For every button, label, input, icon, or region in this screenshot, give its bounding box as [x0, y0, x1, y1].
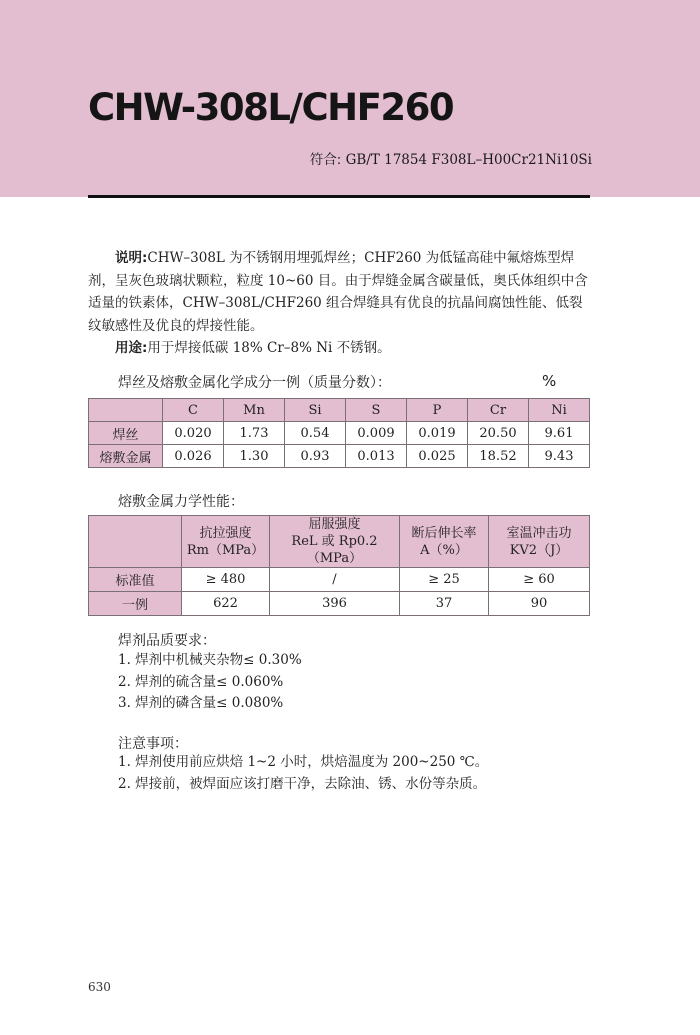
description-paragraph — [88, 247, 590, 337]
table-cell: 0.019 — [407, 422, 468, 445]
table-cell: ≥ 60 — [489, 568, 590, 592]
table-cell: 18.52 — [468, 445, 529, 468]
table-cell: 1.30 — [224, 445, 285, 468]
table-header-cell: C — [163, 399, 224, 422]
table-cell: 9.61 — [529, 422, 590, 445]
table-cell: 0.026 — [163, 445, 224, 468]
table-header-cell: Mn — [224, 399, 285, 422]
list-item: 1. 焊剂使用前应烘焙 1~2 小时，烘焙温度为 200~250 ℃。 — [118, 754, 489, 770]
notes-list — [118, 752, 488, 795]
explain-text: CHW–308L 为不锈钢用埋弧焊丝；CHF260 为低锰高硅中氟熔炼型焊剂，呈灰色玻璃状颗粒，粒度 10~60 目。由于焊缝金属含碳量低，奥氏体组织中含适量的铁素体，CHW–308L/CHF260 组合焊缝具有优良的抗晶间腐蚀性能、低裂纹敏感性及优良的焊接性能。 — [88, 250, 588, 334]
table-cell: ≥ 480 — [182, 568, 270, 592]
standard-conformance — [310, 148, 592, 168]
table-header-cell: S — [346, 399, 407, 422]
list-item: 2. 焊剂的硫含量≤ 0.060% — [118, 673, 284, 690]
table-header-cell: Cr — [468, 399, 529, 422]
mechanical-properties-table — [88, 515, 590, 616]
table-cell: 0.93 — [285, 445, 346, 468]
chem-unit: % — [542, 372, 557, 390]
table-cell: ≥ 25 — [400, 568, 489, 592]
chem-table-title: 焊丝及熔敷金属化学成分一例（质量分数）： — [118, 375, 391, 391]
header-line: 断后伸长率 — [411, 525, 477, 541]
row-label-cell: 一例 — [89, 592, 182, 616]
explain-label: 说明: — [115, 250, 148, 266]
usage-paragraph — [88, 337, 590, 360]
table-cell: 37 — [400, 592, 489, 616]
row-label-cell: 焊丝 — [89, 422, 163, 445]
table-header-cell — [489, 516, 590, 568]
page-title: CHW-308L/CHF260 — [88, 86, 454, 129]
header-line: KV2（J） — [509, 542, 569, 558]
notes-title: 注意事项： — [118, 736, 188, 752]
table-header-cell — [400, 516, 489, 568]
table-cell: 20.50 — [468, 422, 529, 445]
flux-quality-list — [118, 650, 302, 715]
table-header-cell: P — [407, 399, 468, 422]
table-row — [89, 445, 590, 468]
table-header-row — [89, 399, 590, 422]
table-row — [89, 592, 590, 616]
header-line: 屈服强度 — [308, 517, 361, 532]
table-cell: 622 — [182, 592, 270, 616]
table-cell: / — [270, 568, 400, 592]
table-header-cell — [182, 516, 270, 568]
list-item: 2. 焊接前，被焊面应该打磨干净，去除油、锈、水份等杂质。 — [118, 775, 487, 792]
use-label: 用途: — [115, 340, 148, 356]
flux-quality-title: 焊剂品质要求： — [118, 633, 216, 649]
table-header-cell: Si — [285, 399, 346, 422]
table-cell: 1.73 — [224, 422, 285, 445]
table-header-cell — [89, 516, 182, 568]
page-number: 630 — [88, 980, 111, 994]
list-item: 1. 焊剂中机械夹杂物≤ 0.30% — [118, 652, 302, 668]
row-label-cell: 熔敷金属 — [89, 445, 163, 468]
header-line: Rm（MPa） — [186, 542, 265, 558]
table-cell: 0.013 — [346, 445, 407, 468]
table-cell: 0.025 — [407, 445, 468, 468]
table-cell: 0.54 — [285, 422, 346, 445]
use-text: 用于焊接低碳 18% Cr–8% Ni 不锈钢。 — [147, 340, 391, 356]
table-header-row — [89, 516, 590, 568]
table-cell: 9.43 — [529, 445, 590, 468]
header-line: A（%） — [420, 542, 468, 558]
table-row — [89, 422, 590, 445]
table-header-cell — [270, 516, 400, 568]
conform-label: 符合: — [309, 152, 342, 168]
header-line: ReL 或 Rp0.2（MPa） — [291, 534, 378, 566]
header-rule — [88, 195, 590, 198]
chemical-composition-table — [88, 398, 590, 468]
header-line: 抗拉强度 — [199, 525, 252, 541]
table-cell: 0.009 — [346, 422, 407, 445]
row-label-cell: 标准值 — [89, 568, 182, 592]
mech-table-title: 熔敷金属力学性能： — [118, 494, 244, 510]
list-item: 3. 焊剂的磷含量≤ 0.080% — [118, 695, 284, 711]
table-cell: 0.020 — [163, 422, 224, 445]
description-block — [88, 247, 590, 360]
table-cell: 90 — [489, 592, 590, 616]
table-cell: 396 — [270, 592, 400, 616]
table-row — [89, 568, 590, 592]
header-line: 室温冲击功 — [506, 525, 572, 541]
conform-value: GB/T 17854 F308L–H00Cr21Ni10Si — [345, 152, 592, 168]
table-header-cell — [89, 399, 163, 422]
table-header-cell: Ni — [529, 399, 590, 422]
